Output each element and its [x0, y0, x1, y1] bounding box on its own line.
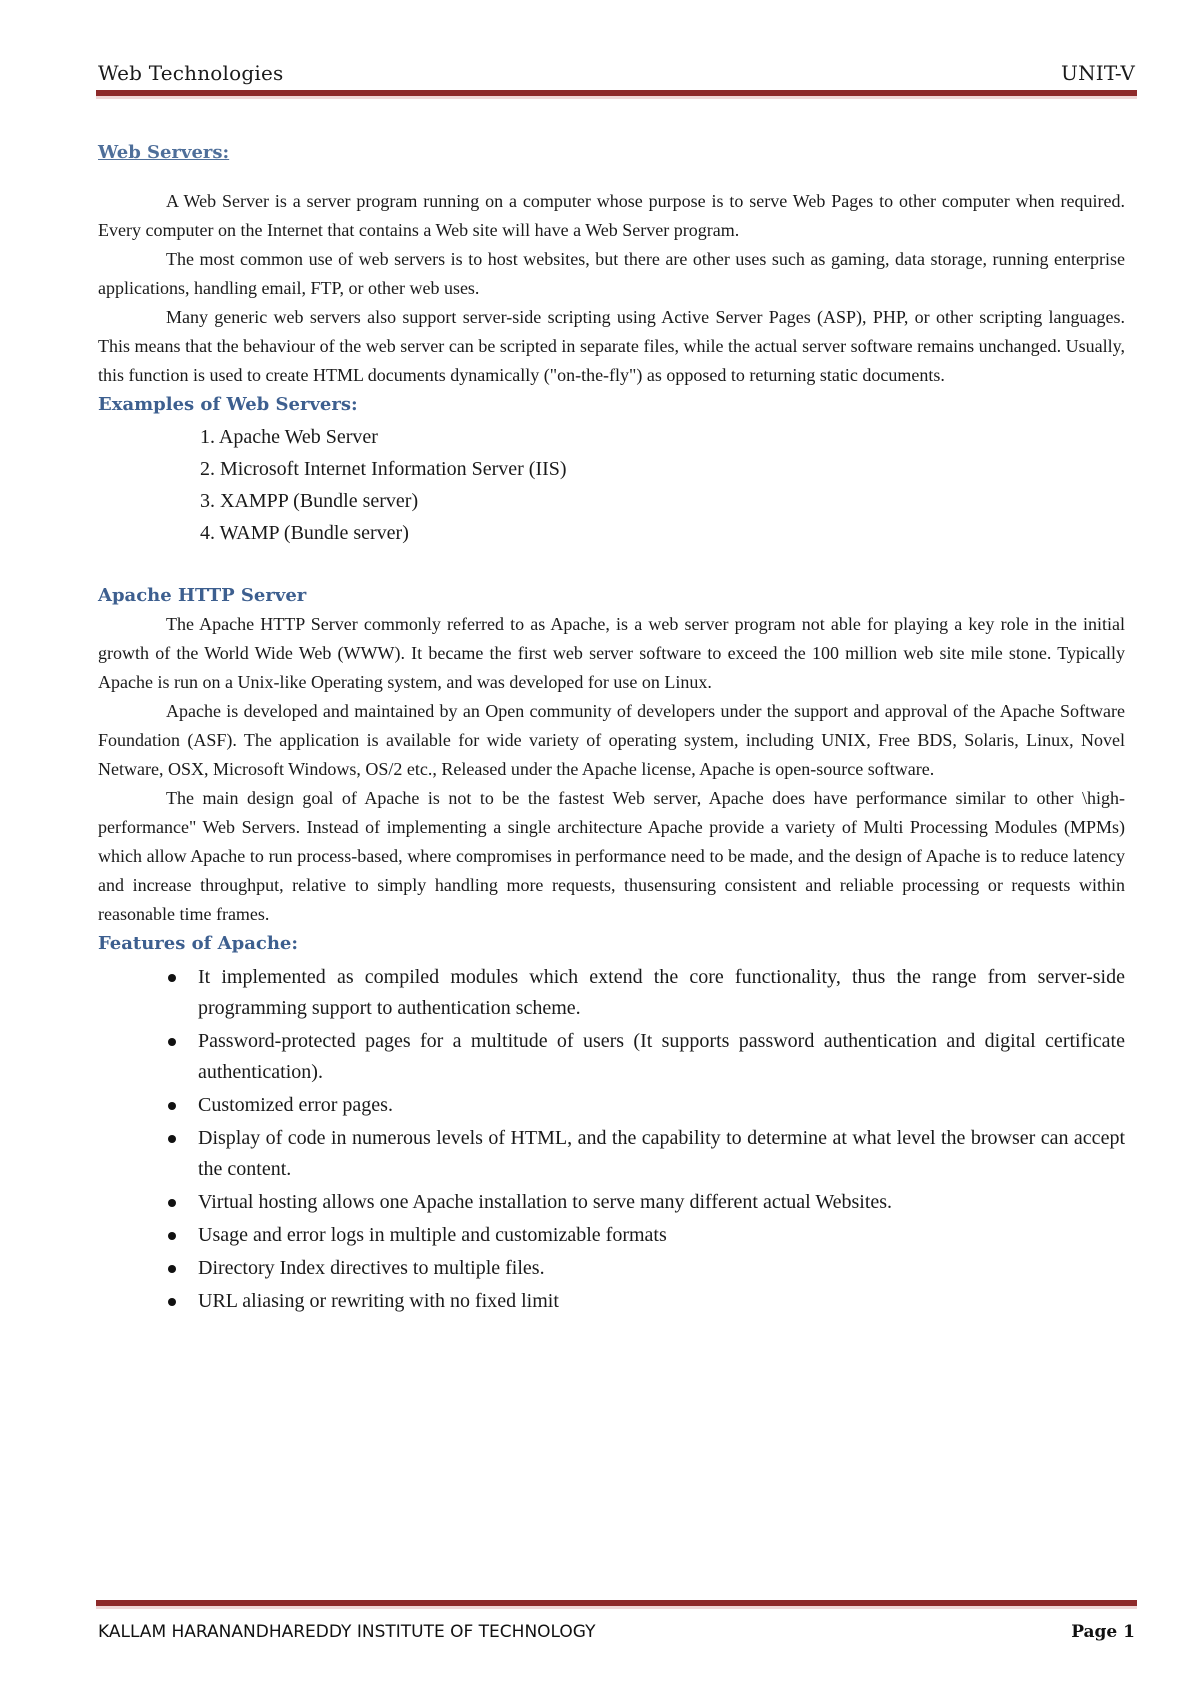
example-item: 2. Microsoft Internet Information Server (IIS) [200, 458, 567, 480]
example-item: 1. Apache Web Server [200, 426, 378, 448]
section-title-web-servers: Web Servers: [98, 142, 230, 163]
bullet-icon [168, 1199, 176, 1207]
page-footer [98, 1622, 1135, 1642]
document-body [98, 142, 1125, 1319]
header-divider [96, 90, 1137, 99]
paragraph-apache-design: The main design goal of Apache is not to be the fastest Web server, Apache does have performance similar to other \high-performance" Web Servers. Instead of implementing a single architecture Apache provide a variety of Multi Processing Modules (MPMs) which allow Apache to run process-based, where compromises in performance need to be made, and the design of Apache is to reduce latency and increase throughput, relative to simply handling more requests, thusensuring consistent and reliable processing or requests within reasonable time frames. [98, 788, 1125, 924]
footer-divider [96, 1600, 1137, 1609]
feature-item [156, 962, 1125, 1024]
bullet-icon [168, 1135, 176, 1143]
feature-text: Usage and error logs in multiple and customizable formats [198, 1224, 667, 1246]
feature-item [156, 1253, 1125, 1284]
feature-text: Password-protected pages for a multitude of users (It supports password authentication and digital certificate authentication). [198, 1030, 1125, 1083]
paragraph-web-server-intro: A Web Server is a server program running on a computer whose purpose is to serve Web Pages to other computer when required. Every computer on the Internet that contains a Web site will have a Web Server program. [98, 191, 1125, 240]
feature-item [156, 1286, 1125, 1317]
paragraph-server-side-scripting: Many generic web servers also support server-side scripting using Active Server Pages (ASP), PHP, or other scripting languages. This means that the behaviour of the web server can be scripted in separate files, while the actual server software remains unchanged. Usually, this function is used to create HTML documents dynamically ("on-the-fly") as opposed to returning static documents. [98, 307, 1125, 385]
header-title: Web Technologies [98, 61, 284, 85]
apache-heading: Apache HTTP Server [98, 585, 307, 606]
feature-item [156, 1187, 1125, 1218]
bullet-icon [168, 1232, 176, 1240]
feature-text: It implemented as compiled modules which extend the core functionality, thus the range from server-side programming support to authentication scheme. [198, 966, 1125, 1019]
bullet-icon [168, 1102, 176, 1110]
features-list [156, 962, 1125, 1317]
feature-text: URL aliasing or rewriting with no fixed limit [198, 1290, 559, 1312]
bullet-icon [168, 974, 176, 982]
bullet-icon [168, 1298, 176, 1306]
paragraph-apache-overview: The Apache HTTP Server commonly referred to as Apache, is a web server program not able for playing a key role in the initial growth of the World Wide Web (WWW). It became the first web server software to exceed the 100 million web site mile stone. Typically Apache is run on a Unix-like Operating system, and was developed for use on Linux. [98, 614, 1125, 692]
footer-institute: KALLAM HARANANDHAREDDY INSTITUTE OF TECHNOLOGY [98, 1622, 596, 1642]
feature-text: Directory Index directives to multiple files. [198, 1257, 545, 1279]
examples-heading: Examples of Web Servers: [98, 394, 358, 415]
feature-text: Display of code in numerous levels of HTML, and the capability to determine at what level the browser can accept the content. [198, 1127, 1125, 1180]
example-item: 3. XAMPP (Bundle server) [200, 490, 419, 512]
feature-item [156, 1026, 1125, 1088]
bullet-icon [168, 1265, 176, 1273]
header-unit: UNIT-V [1061, 61, 1135, 85]
paragraph-web-server-uses: The most common use of web servers is to host websites, but there are other uses such as gaming, data storage, running enterprise applications, handling email, FTP, or other web uses. [98, 249, 1125, 298]
feature-text: Virtual hosting allows one Apache installation to serve many different actual Websites. [198, 1191, 893, 1213]
paragraph-apache-community: Apache is developed and maintained by an Open community of developers under the support and approval of the Apache Software Foundation (ASF). The application is available for wide variety of operating system, including UNIX, Free BDS, Solaris, Linux, Novel Netware, OSX, Microsoft Windows, OS/2 etc., Released under the Apache license, Apache is open-source software. [98, 701, 1125, 779]
feature-item [156, 1090, 1125, 1121]
feature-item [156, 1220, 1125, 1251]
feature-text: Customized error pages. [198, 1094, 393, 1116]
page-number: Page 1 [1071, 1622, 1135, 1642]
section-spacer [98, 549, 1125, 581]
feature-item [156, 1123, 1125, 1185]
examples-list [200, 421, 1125, 549]
features-heading: Features of Apache: [98, 933, 299, 954]
example-item: 4. WAMP (Bundle server) [200, 522, 409, 544]
page-header [98, 58, 1135, 88]
bullet-icon [168, 1038, 176, 1046]
